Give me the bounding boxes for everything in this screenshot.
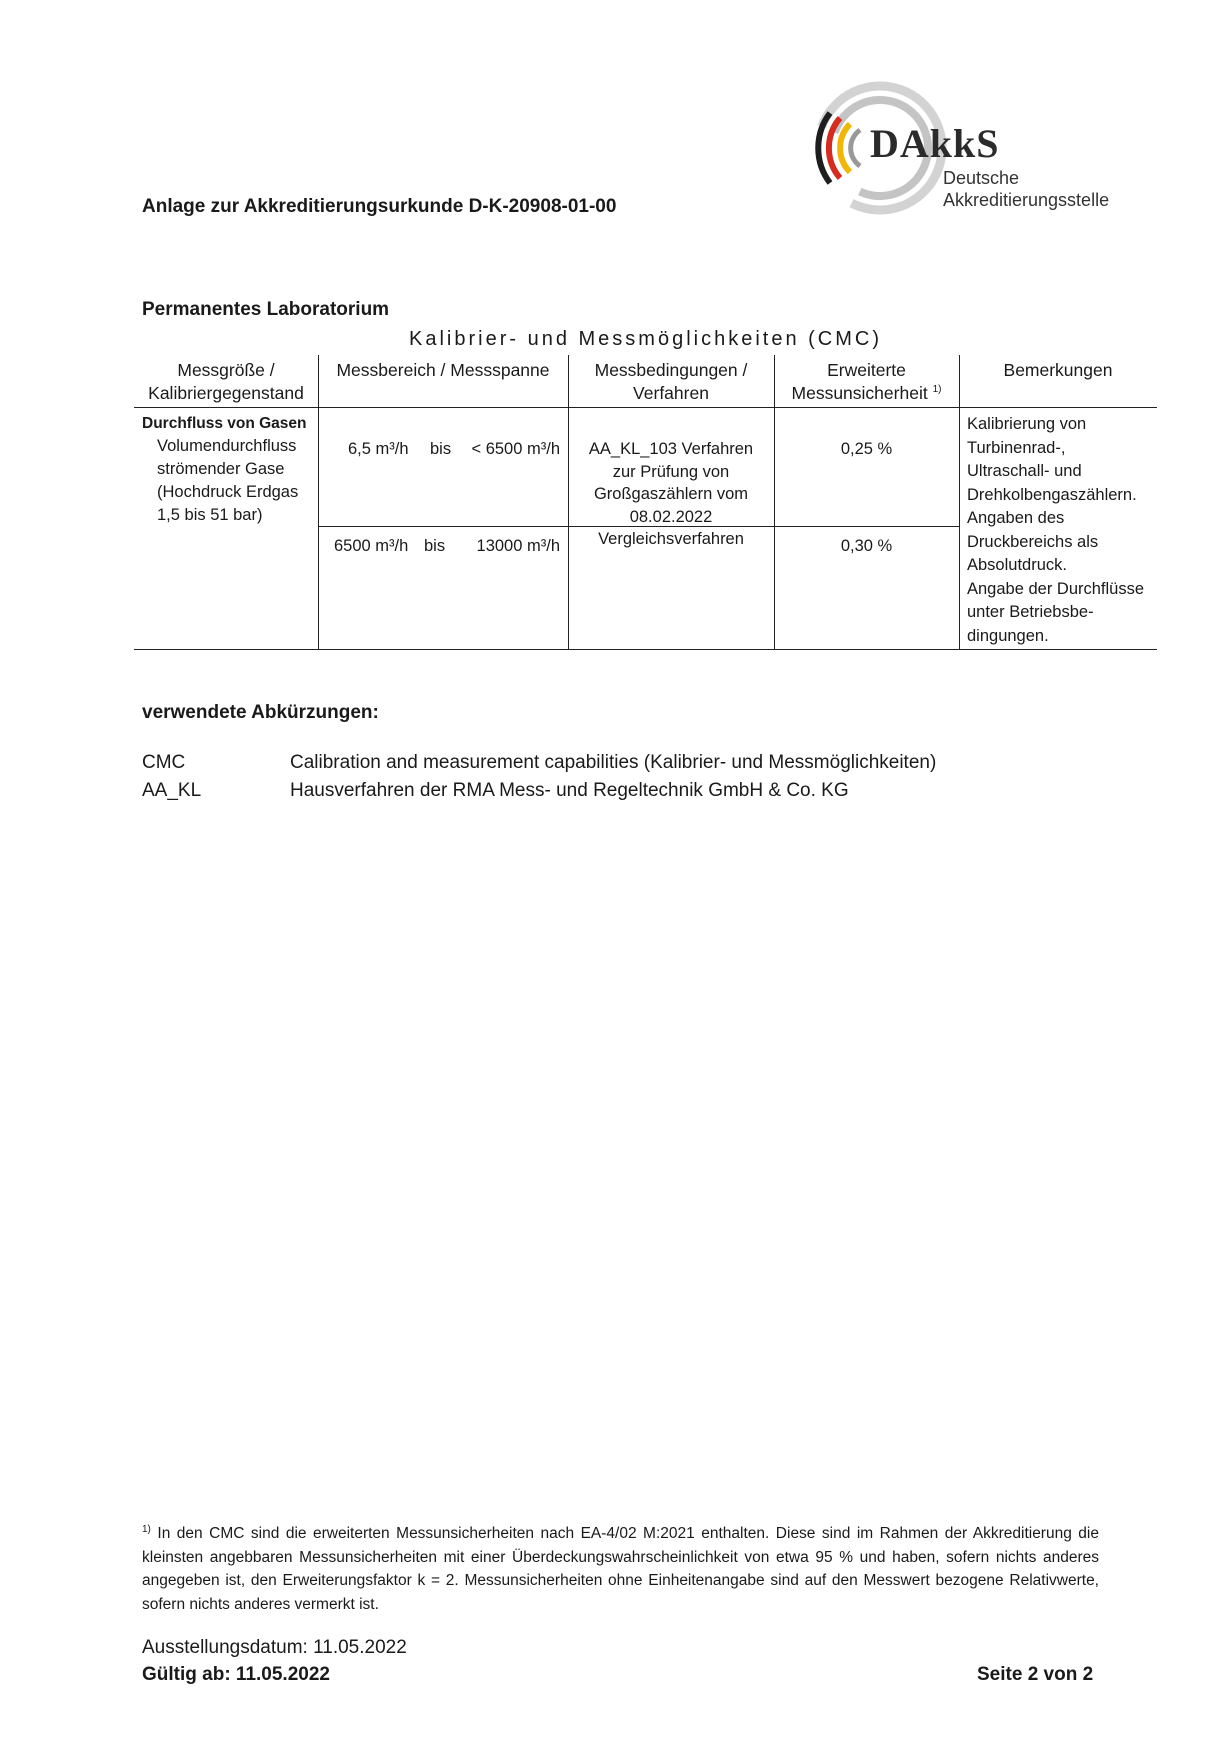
table-row-rule	[774, 526, 959, 527]
uncertainty-row-1: 0,25 %	[840, 440, 893, 458]
header-uncertainty: Erweiterte Messunsicherheit $^{1)}$	[791, 360, 942, 403]
dakks-logo	[800, 78, 1160, 218]
header-conditions: Messbedingungen / Verfahren	[594, 360, 748, 403]
header-range: Messbereich / Messspanne	[336, 360, 550, 380]
issue-date: Ausstellungsdatum: 11.05.2022	[142, 1637, 407, 1658]
lab-title: Permanentes Laboratorium	[142, 299, 390, 320]
cmc-title: Kalibrier- und Messmöglichkeiten (CMC)	[409, 328, 882, 350]
footnote-text: In den CMC sind die erweiterten Messunsicherheiten nach EA-4/02 M:2021 enthalten. Diese sind im Rahmen der Akkreditierung die kleinsten angebbaren Messunsicherheiten mit einer Überdeckungswahrscheinlichkeit von etwa 95 % und haben, sofern nichts anderes angegeben ist, den Erweiterungsfaktor k = 2. Messunsicherheiten ohne Einheitenangabe sind auf den Messwert bezogene Relativwerte, sofern nichts anderes vermerkt ist.	[142, 1525, 1099, 1613]
quantity-title: Durchfluss von Gasen	[142, 415, 307, 432]
valid-from: Gültig ab: 11.05.2022	[142, 1664, 330, 1685]
header-quantity: Messgröße / Kalibriergegenstand	[148, 360, 304, 403]
abbr-text-aakl: Hausverfahren der RMA Mess- und Regeltechnik GmbH & Co. KG	[290, 780, 849, 801]
remarks-cell: Kalibrierung von Turbinenrad-, Ultraschall- und Drehkolbengaszählern. Angaben des Druckbereichs als Absolutdruck. Angabe der Durchflüsse unter Betriebsbe- dingungen.	[967, 415, 1145, 645]
document-heading: Anlage zur Akkreditierungsurkunde D-K-20908-01-00	[142, 196, 617, 217]
table-header-rule	[134, 407, 1157, 408]
abbr-text-cmc: Calibration and measurement capabilities (Kalibrier- und Messmöglichkeiten)	[290, 752, 937, 773]
table-divider	[318, 355, 319, 650]
quantity-cell	[142, 413, 318, 527]
logo-subtitle-2: Akkreditierungsstelle	[943, 190, 1110, 210]
table-bottom-rule	[134, 649, 1157, 650]
footnote	[142, 1518, 1099, 1616]
logo-subtitle-1: Deutsche	[943, 168, 1020, 188]
abbr-key-aakl: AA_KL	[142, 780, 202, 801]
cmc-table: Messgröße / Kalibriergegenstand Messbereich / Messspanne Messbedingungen / Verfahren Erweiterte Messunsicherheit $^{1)}$ Bemerkungen Durchfluss von Gasen Volumendurchfluss strömender Gase (Hochdruck Erdgas 1,5 bis 51 bar) 6,5 m³/h bis < 6500 m³/h 6500 m³/h bis 13000 m³/h AA_KL_103 Verfahren zur Prüfung von Großgaszählern vom 08.02.2022 Vergleichsverfahren 0,25 % 0,30 % Kalibrierung von Turbinenrad-, Ultraschall- und Drehkolbengaszählern. Angaben des Druckbereichs als Absolutdruck. Angabe der Durchflüsse unter Betriebsbe- dingungen.	[134, 355, 1157, 650]
footnote-mark: 1)	[142, 1524, 151, 1535]
abbr-key-cmc: CMC	[142, 752, 186, 773]
abbreviations-title: verwendete Abkürzungen:	[142, 702, 379, 723]
quantity-description: Volumendurchfluss strömender Gase (Hochdruck Erdgas 1,5 bis 51 bar)	[157, 437, 299, 524]
uncertainty-row-2: 0,30 %	[840, 537, 893, 555]
logo-wordmark: DAkkS	[870, 121, 1000, 166]
table-divider	[959, 355, 960, 650]
conditions-cell: AA_KL_103 Verfahren zur Prüfung von Großgaszählern vom 08.02.2022 Vergleichsverfahren	[588, 440, 754, 548]
page-number: Seite 2 von 2	[977, 1664, 1094, 1685]
header-remarks: Bemerkungen	[1003, 360, 1113, 380]
